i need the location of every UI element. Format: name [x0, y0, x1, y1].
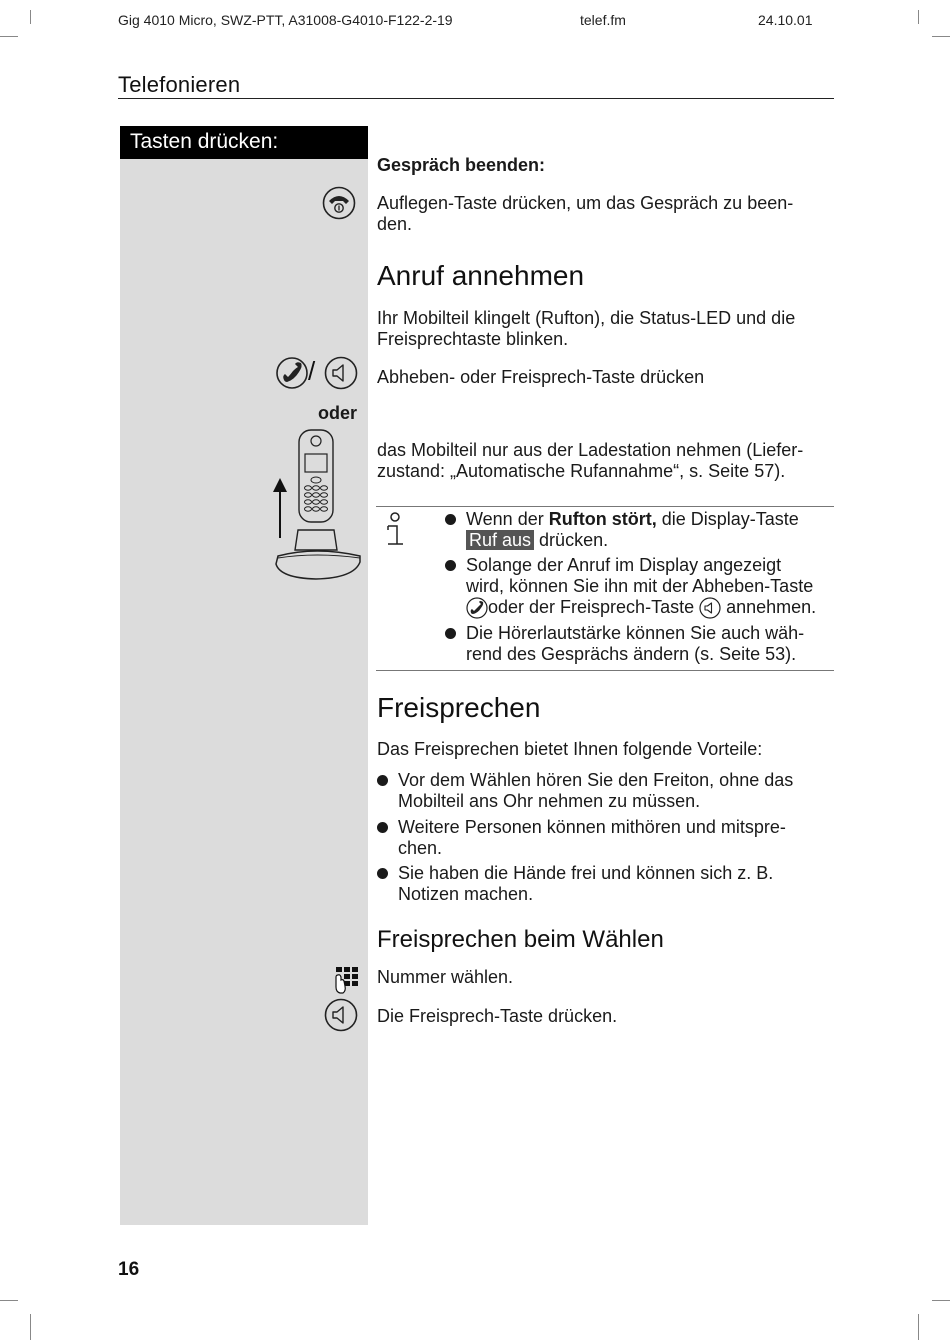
hint-2-line-3b: annehmen.: [721, 597, 817, 617]
hang-up-key-icon: [322, 186, 356, 220]
doc-reference: Gig 4010 Micro, SWZ-PTT, A31008-G4010-F122-2-19: [118, 12, 453, 28]
crop-mark: [30, 10, 31, 24]
page-number: 16: [118, 1259, 140, 1280]
hint-2-line-3: [466, 597, 816, 619]
list-bullet: [377, 868, 388, 879]
end-call-heading: Gespräch beenden:: [377, 155, 546, 175]
hint-3-line-2: rend des Gesprächs ändern (s. Seite 53).: [466, 644, 797, 664]
handsfree-dial-step-2: Die Freisprech-Taste drücken.: [377, 1006, 618, 1026]
handsfree-benefit-1-line-1: Vor dem Wählen hören Sie den Freiton, ohne das: [398, 770, 794, 790]
key-column: [120, 126, 368, 1225]
crop-mark: [918, 1314, 919, 1340]
handsfree-benefit-3-line-2: Notizen machen.: [398, 884, 534, 904]
hint-bullet: [445, 560, 456, 571]
handsfree-benefit-2-line-2: chen.: [398, 838, 443, 858]
handsfree-benefit-1-line-2: Mobilteil ans Ohr nehmen zu müssen.: [398, 791, 701, 811]
handsfree-benefit-2-line-1: Weitere Personen können mithören und mitspre-: [398, 817, 786, 837]
handsfree-dial-heading: Freisprechen beim Wählen: [377, 926, 664, 953]
talk-key-icon: [276, 356, 308, 390]
or-label: oder: [318, 403, 358, 423]
header-rule: [118, 98, 834, 99]
hint-2-line-2: wird, können Sie ihn mit der Abheben-Taste: [466, 576, 814, 596]
crop-mark: [0, 1300, 18, 1301]
key-column-title: Tasten drücken:: [120, 126, 368, 159]
accept-call-intro-1: Ihr Mobilteil klingelt (Rufton), die Status-LED und die: [377, 308, 796, 328]
crop-mark: [918, 10, 919, 24]
crop-mark: [30, 1314, 31, 1340]
accept-call-intro-2: Freisprechtaste blinken.: [377, 329, 569, 349]
handsfree-heading: Freisprechen: [377, 692, 541, 723]
hint-3-line-1: Die Hörerlautstärke können Sie auch wäh-: [466, 623, 805, 643]
crop-mark: [932, 1300, 950, 1301]
keypad-icon: [330, 965, 360, 995]
list-bullet: [377, 822, 388, 833]
talk-key-inline-icon: [466, 597, 488, 619]
hint-1-post: die Display-Taste: [656, 509, 799, 529]
file-name: telef.fm: [580, 12, 626, 28]
hint-1-line-2: [466, 530, 608, 551]
handsfree-benefit-3-line-1: Sie haben die Hände frei und können sich z. B.: [398, 863, 774, 883]
handsfree-intro: Das Freisprechen bietet Ihnen folgende Vorteile:: [377, 739, 763, 759]
end-call-text-2: den.: [377, 214, 413, 234]
hint-bullet: [445, 628, 456, 639]
handsfree-dial-step-1: Nummer wählen.: [377, 967, 514, 987]
hint-1-line-1: [466, 509, 799, 530]
speaker-key-inline-icon: [699, 597, 721, 619]
hint-2-line-1: Solange der Anruf im Display angezeigt: [466, 555, 782, 575]
hint-1-pre: Wenn der: [466, 509, 549, 529]
crop-mark: [932, 36, 950, 37]
speaker-key-icon: [324, 356, 358, 390]
accept-step-1: Abheben- oder Freisprech-Taste drücken: [377, 367, 705, 387]
chapter-title: Telefonieren: [118, 72, 241, 97]
hint-bullet: [445, 514, 456, 525]
or-slash: /: [308, 356, 316, 386]
handset-lift-icon: [268, 428, 366, 582]
accept-step-2-line-1: das Mobilteil nur aus der Ladestation nehmen (Liefer-: [377, 440, 804, 460]
accept-call-heading: Anruf annehmen: [377, 260, 585, 291]
end-call-text-1: Auflegen-Taste drücken, um das Gespräch zu been-: [377, 193, 794, 213]
accept-step-2-line-2: zustand: „Automatische Rufannahme“, s. Seite 57).: [377, 461, 786, 481]
display-key-ruf-aus: Ruf aus: [466, 530, 534, 550]
hint-1-bold: Rufton stört,: [548, 509, 657, 529]
crop-mark: [0, 36, 18, 37]
list-bullet: [377, 775, 388, 786]
hint-1-end: drücken.: [534, 530, 609, 550]
hint-2-line-3a: oder der Freisprech-Taste: [488, 597, 700, 617]
doc-date: 24.10.01: [758, 12, 813, 28]
speaker-key-icon: [324, 998, 358, 1032]
info-icon: [384, 512, 406, 548]
